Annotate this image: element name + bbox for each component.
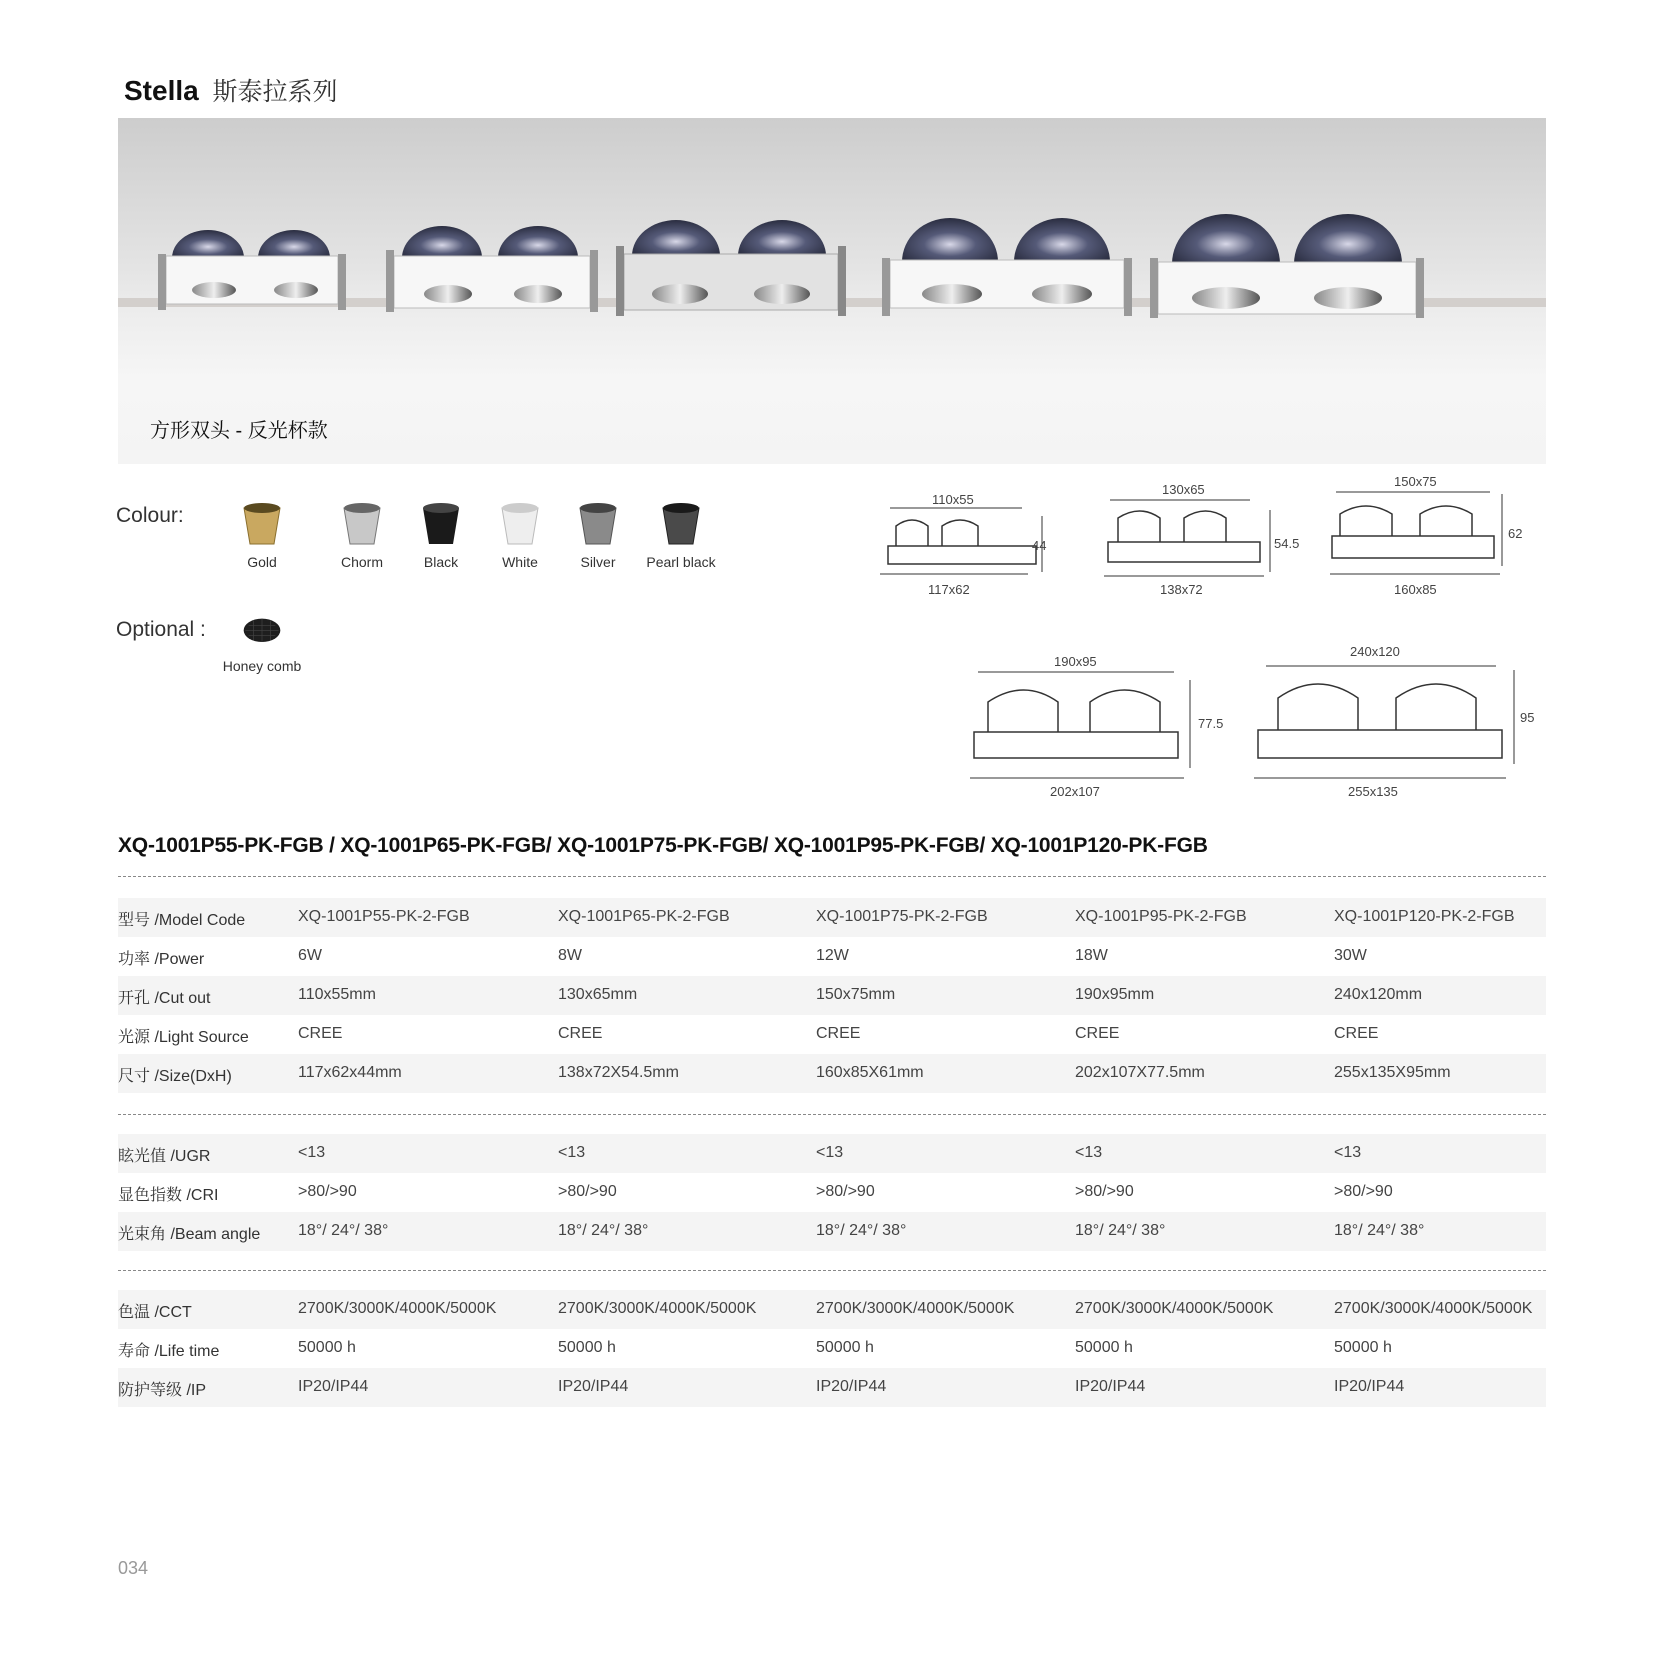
- fixture-p120: [1150, 214, 1424, 318]
- brand-name: Stella: [124, 75, 199, 106]
- spec-value: 18°/ 24°/ 38°: [558, 1222, 649, 1239]
- spec-value: CREE: [298, 1025, 343, 1042]
- spec-value: >80/>90: [1334, 1183, 1393, 1200]
- product-hero-image: [118, 118, 1546, 464]
- spec-value: 2700K/3000K/4000K/5000K: [298, 1300, 497, 1317]
- spec-value: <13: [816, 1144, 844, 1161]
- spec-label: 开孔 /Cut out: [118, 990, 211, 1007]
- height-dimension: 95: [1520, 710, 1535, 725]
- spec-label: 尺寸 /Size(DxH): [118, 1068, 232, 1085]
- cutout-dimension: 190x95: [1054, 654, 1097, 669]
- spec-label: 显色指数 /CRI: [118, 1187, 219, 1204]
- outer-dimension: 202x107: [1050, 784, 1100, 799]
- spec-table-optical: [118, 1134, 1546, 1251]
- spec-label: 功率 /Power: [118, 951, 205, 968]
- spec-label: 型号 /Model Code: [118, 912, 246, 929]
- spec-value: XQ-1001P120-PK-2-FGB: [1334, 908, 1515, 925]
- reflector-cup-icon: [338, 500, 386, 548]
- spec-value: 18°/ 24°/ 38°: [816, 1222, 907, 1239]
- spec-value: 8W: [558, 947, 582, 964]
- fixture-p55: [158, 230, 346, 310]
- colour-name: Gold: [247, 554, 277, 570]
- dimension-drawing-p75: [1326, 474, 1534, 600]
- optional-honeycomb: [212, 612, 312, 674]
- spec-value: 30W: [1334, 947, 1367, 964]
- spec-value: XQ-1001P65-PK-2-FGB: [558, 908, 730, 925]
- cutout-dimension: 110x55: [932, 492, 974, 507]
- dimension-drawing-p65: [1098, 482, 1304, 600]
- spec-value: >80/>90: [298, 1183, 357, 1200]
- spec-value: IP20/IP44: [298, 1378, 369, 1395]
- spec-row: [118, 1212, 1546, 1251]
- dimension-drawing-p120: [1244, 644, 1534, 802]
- fixture-p65: [386, 226, 598, 312]
- colour-name: Chorm: [340, 554, 383, 570]
- reflector-cup-icon: [238, 500, 286, 548]
- dashed-divider: [118, 1114, 1546, 1115]
- colour-swatch-pearl-black: [631, 500, 731, 570]
- spec-value: 190x95mm: [1075, 986, 1155, 1003]
- height-dimension: 54.5: [1274, 536, 1300, 551]
- spec-value: XQ-1001P55-PK-2-FGB: [298, 908, 470, 925]
- page-number: 034: [118, 1558, 149, 1578]
- hero-caption: 方形双头 - 反光杯款: [150, 420, 328, 442]
- spec-value: <13: [298, 1144, 326, 1161]
- spec-row: [118, 937, 1546, 976]
- spec-label: 眩光值 /UGR: [118, 1148, 211, 1165]
- spec-label: 光束角 /Beam angle: [118, 1226, 261, 1243]
- spec-value: IP20/IP44: [816, 1378, 887, 1395]
- optional-item-name: Honey comb: [222, 658, 302, 674]
- dashed-divider: [118, 1270, 1546, 1271]
- optional-label: Optional :: [116, 618, 206, 641]
- spec-value: 2700K/3000K/4000K/5000K: [1075, 1300, 1274, 1317]
- spec-row: [118, 976, 1546, 1015]
- spec-value: <13: [1334, 1144, 1362, 1161]
- colour-swatch-gold: [212, 500, 312, 570]
- spec-value: 202x107X77.5mm: [1075, 1064, 1205, 1081]
- product-lineup-illustration: [118, 118, 1546, 464]
- fixture-p95: [882, 218, 1132, 316]
- spec-value: >80/>90: [1075, 1183, 1134, 1200]
- colour-name: Pearl black: [646, 554, 716, 570]
- reflector-cup-icon: [417, 500, 465, 548]
- cutout-dimension: 240x120: [1350, 644, 1400, 659]
- outer-dimension: 160x85: [1394, 582, 1437, 597]
- spec-value: CREE: [558, 1025, 603, 1042]
- spec-value: 18°/ 24°/ 38°: [1075, 1222, 1166, 1239]
- spec-value: 110x55mm: [298, 986, 376, 1003]
- spec-row: [118, 898, 1546, 937]
- height-dimension: 62: [1508, 526, 1523, 541]
- spec-value: CREE: [1334, 1025, 1379, 1042]
- spec-value: 117x62x44mm: [298, 1064, 402, 1081]
- cutout-dimension: 130x65: [1162, 482, 1205, 497]
- spec-value: XQ-1001P75-PK-2-FGB: [816, 908, 988, 925]
- model-numbers-heading: XQ-1001P55-PK-FGB / XQ-1001P65-PK-FGB/ XQ-1001P75-PK-FGB/ XQ-1001P95-PK-FGB/ XQ-1001P120-PK-FGB: [118, 834, 1208, 857]
- spec-row: [118, 1368, 1546, 1407]
- colour-name: White: [502, 554, 538, 570]
- spec-value: IP20/IP44: [1075, 1378, 1146, 1395]
- spec-row: [118, 1134, 1546, 1173]
- spec-table-general: [118, 1290, 1546, 1407]
- spec-value: 50000 h: [1334, 1339, 1392, 1356]
- outer-dimension: 255x135: [1348, 784, 1398, 799]
- spec-value: 2700K/3000K/4000K/5000K: [558, 1300, 757, 1317]
- series-name-cn: 斯泰拉系列: [212, 78, 338, 106]
- spec-value: 255x135X95mm: [1334, 1064, 1451, 1081]
- spec-label: 色温 /CCT: [118, 1304, 192, 1321]
- spec-value: 18W: [1075, 947, 1108, 964]
- spec-value: 160x85X61mm: [816, 1064, 924, 1081]
- spec-value: 2700K/3000K/4000K/5000K: [1334, 1300, 1533, 1317]
- spec-row: [118, 1015, 1546, 1054]
- spec-value: IP20/IP44: [1334, 1378, 1405, 1395]
- spec-value: <13: [1075, 1144, 1103, 1161]
- spec-value: 50000 h: [816, 1339, 874, 1356]
- spec-value: 50000 h: [558, 1339, 616, 1356]
- spec-value: <13: [558, 1144, 586, 1161]
- spec-value: 50000 h: [298, 1339, 356, 1356]
- outer-dimension: 117x62: [928, 582, 970, 597]
- height-dimension: 77.5: [1198, 716, 1224, 731]
- spec-row: [118, 1290, 1546, 1329]
- spec-row: [118, 1173, 1546, 1212]
- colour-name: Black: [423, 554, 459, 570]
- spec-value: 18°/ 24°/ 38°: [298, 1222, 389, 1239]
- spec-value: 6W: [298, 947, 322, 964]
- spec-value: CREE: [1075, 1025, 1120, 1042]
- fixture-outline-drawing: [962, 650, 1218, 802]
- height-dimension: 44: [1032, 538, 1047, 553]
- colour-name: Silver: [580, 554, 616, 570]
- spec-value: IP20/IP44: [558, 1378, 629, 1395]
- fixture-outline-drawing: [1244, 644, 1534, 802]
- outer-dimension: 138x72: [1160, 582, 1203, 597]
- spec-label: 光源 /Light Source: [118, 1029, 249, 1046]
- cutout-dimension: 150x75: [1394, 474, 1437, 489]
- page-title: [124, 72, 338, 108]
- spec-value: 12W: [816, 947, 849, 964]
- spec-value: 240x120mm: [1334, 986, 1423, 1003]
- spec-value: 150x75mm: [816, 986, 896, 1003]
- honeycomb-icon: [230, 612, 294, 652]
- spec-value: XQ-1001P95-PK-2-FGB: [1075, 908, 1247, 925]
- spec-value: CREE: [816, 1025, 861, 1042]
- spec-value: >80/>90: [816, 1183, 875, 1200]
- spec-value: 50000 h: [1075, 1339, 1133, 1356]
- reflector-cup-icon: [657, 500, 705, 548]
- spec-value: 18°/ 24°/ 38°: [1334, 1222, 1425, 1239]
- reflector-cup-icon: [574, 500, 622, 548]
- spec-value: 138x72X54.5mm: [558, 1064, 679, 1081]
- colour-label: Colour:: [116, 504, 184, 527]
- dimension-drawing-p95: [962, 650, 1224, 802]
- spec-value: >80/>90: [558, 1183, 617, 1200]
- spec-value: 130x65mm: [558, 986, 638, 1003]
- spec-table-electrical: [118, 898, 1546, 1093]
- dimension-drawing-p55: [876, 492, 1058, 600]
- spec-row: [118, 1329, 1546, 1368]
- spec-label: 防护等级 /IP: [118, 1382, 207, 1399]
- spec-value: 2700K/3000K/4000K/5000K: [816, 1300, 1015, 1317]
- dashed-divider: [118, 876, 1546, 877]
- spec-row: [118, 1054, 1546, 1093]
- reflector-cup-icon: [496, 500, 544, 548]
- spec-label: 寿命 /Life time: [118, 1343, 220, 1360]
- fixture-p75: [616, 220, 846, 316]
